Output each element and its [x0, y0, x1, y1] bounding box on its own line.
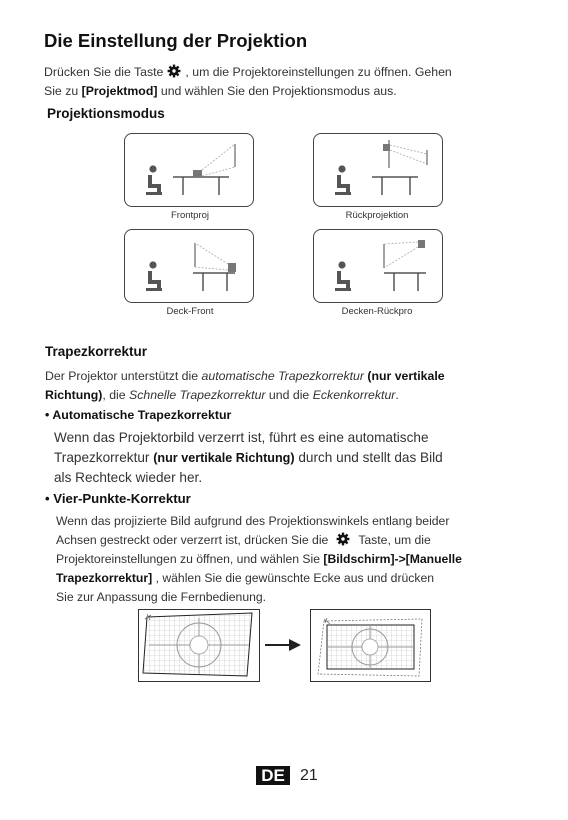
gear-icon — [336, 532, 350, 546]
table-icon — [193, 273, 235, 291]
projector-icon — [418, 240, 425, 248]
keystone-heading: Trapezkorrektur — [45, 344, 148, 359]
corrected-image-frame — [310, 609, 431, 682]
intro-paragraph: Drücken Sie die Taste , um die Projektoreinstellungen zu öffnen. Gehen Sie zu [Projektmod] und wählen Sie den Projektionsmodus aus. — [44, 65, 452, 98]
mode-card-front — [124, 133, 254, 207]
mode-card-ceiling-rear — [313, 229, 443, 303]
mode-card-ceiling-front — [124, 229, 254, 303]
mode-label-ceiling-front: Deck-Front — [166, 306, 214, 317]
table-icon — [384, 273, 426, 291]
person-icon — [146, 261, 162, 291]
page-title: Die Einstellung der Projektion — [44, 30, 308, 51]
mode-card-rear — [313, 133, 443, 207]
person-icon — [335, 261, 351, 291]
distorted-image-frame — [138, 609, 260, 682]
language-badge: DE — [256, 766, 290, 785]
auto-keystone-text: Wenn das Projektorbild verzerrt ist, führt es eine automatische Trapezkorrektur (nur vertikale Richtung) durch und stellt das Bild als Rechteck wieder her. — [54, 430, 443, 485]
auto-keystone-heading: • Automatische Trapezkorrektur — [45, 408, 232, 422]
mode-label-front: Frontproj — [170, 210, 209, 221]
table-icon — [173, 177, 229, 195]
arrow-right-icon — [263, 636, 303, 654]
projector-icon — [228, 263, 236, 272]
four-point-heading: • Vier-Punkte-Korrektur — [45, 491, 191, 506]
projection-mode-heading: Projektionsmodus — [47, 106, 165, 121]
gear-icon — [167, 64, 181, 78]
person-icon — [146, 165, 162, 195]
person-icon — [335, 165, 351, 195]
page-number: 21 — [300, 767, 318, 784]
keystone-intro: Der Projektor unterstützt die automatische Trapezkorrektur (nur vertikale Richtung), die Schnelle Trapezkorrektur und die Eckenkorrektur. — [45, 369, 445, 402]
projector-icon — [383, 144, 390, 151]
four-point-text: Wenn das projizierte Bild aufgrund des Projektionswinkels entlang beider Achsen gestreckt oder verzerrt ist, drücken Sie die Taste, um die Projektoreinstellungen zu öffnen, und wählen Sie [Bildschirm]->[Manuelle Trapezkorrektur] , wählen Sie die gewünschte Ecke aus und drücken Sie zur Anpassung die Fernbedienung. — [56, 514, 462, 604]
table-icon — [372, 177, 418, 195]
projector-icon — [193, 170, 202, 177]
mode-label-ceiling-rear: Decken-Rückpro — [341, 306, 413, 317]
mode-label-rear: Rückprojektion — [345, 210, 409, 221]
